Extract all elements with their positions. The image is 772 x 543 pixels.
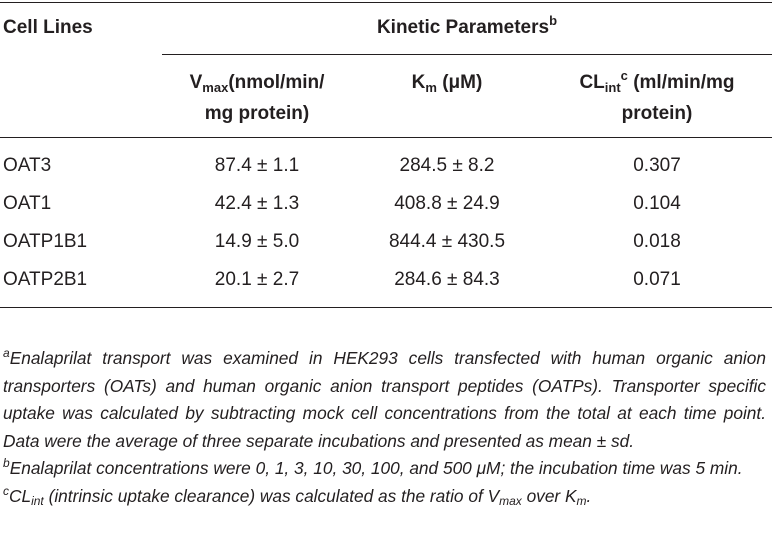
- row-km: 284.6 ± 84.3: [394, 269, 500, 290]
- header-clint: $CL_{int}^c$ (ml/min/mg protein): [579, 68, 735, 124]
- header-km: $K_m$ (μM): [411, 72, 483, 95]
- row-vmax: 42.4 ± 1.3: [214, 193, 300, 214]
- footnote-c: $^cCL_{int}$ (intrinsic uptake clearance) was calculated as the ratio of $V_{max}$ over $K_m$.: [3, 483, 592, 508]
- footnote-b: $^b$Enalaprilat concentrations were 0, 1, 3, 10, 30, 100, and 500 μM; the incubation time was 5 min.: [3, 456, 743, 478]
- row-km: 284.5 ± 8.2: [399, 155, 495, 176]
- footnote-a: $^a$Enalaprilat transport was examined in HEK293 cells transfected with human organic anion transporters (OATs) and human organic anion transport peptides (OATPs). Transporter specific uptake was calculated by subtracting mock cell concentrations from the total at each time point. Data were the average of three separate incubations and presented as mean ± sd.: [3, 346, 766, 451]
- row-vmax: 20.1 ± 2.7: [214, 269, 300, 290]
- header-cell-lines: Cell Lines: [3, 17, 93, 38]
- top-rule: [0, 2, 772, 3]
- row-cell-line: OATP1B1: [3, 231, 88, 252]
- group-rule: [162, 54, 772, 55]
- footnote-marker-b: b: [549, 13, 558, 28]
- bottom-rule: [0, 307, 772, 308]
- header-kinetic-parameters: [162, 12, 772, 43]
- row-km: 844.4 ± 430.5: [388, 231, 506, 252]
- row-clint: 0.104: [633, 193, 681, 214]
- row-cell-line: OATP2B1: [3, 269, 88, 290]
- header-rule: [0, 137, 772, 138]
- kinetic-parameters-label: Kinetic Parameters: [376, 17, 550, 38]
- row-vmax: 87.4 ± 1.1: [214, 155, 300, 176]
- row-vmax: 14.9 ± 5.0: [214, 231, 300, 252]
- row-clint: 0.018: [633, 231, 681, 252]
- row-clint: 0.071: [633, 269, 681, 290]
- header-vmax: $V_{max}(nmol/\min/$ mg protein): [189, 72, 325, 124]
- row-km: 408.8 ± 24.9: [394, 193, 500, 214]
- table-footnotes: [3, 345, 766, 510]
- row-clint: 0.307: [633, 155, 681, 176]
- row-cell-line: OAT1: [3, 193, 52, 214]
- row-cell-line: OAT3: [3, 155, 52, 176]
